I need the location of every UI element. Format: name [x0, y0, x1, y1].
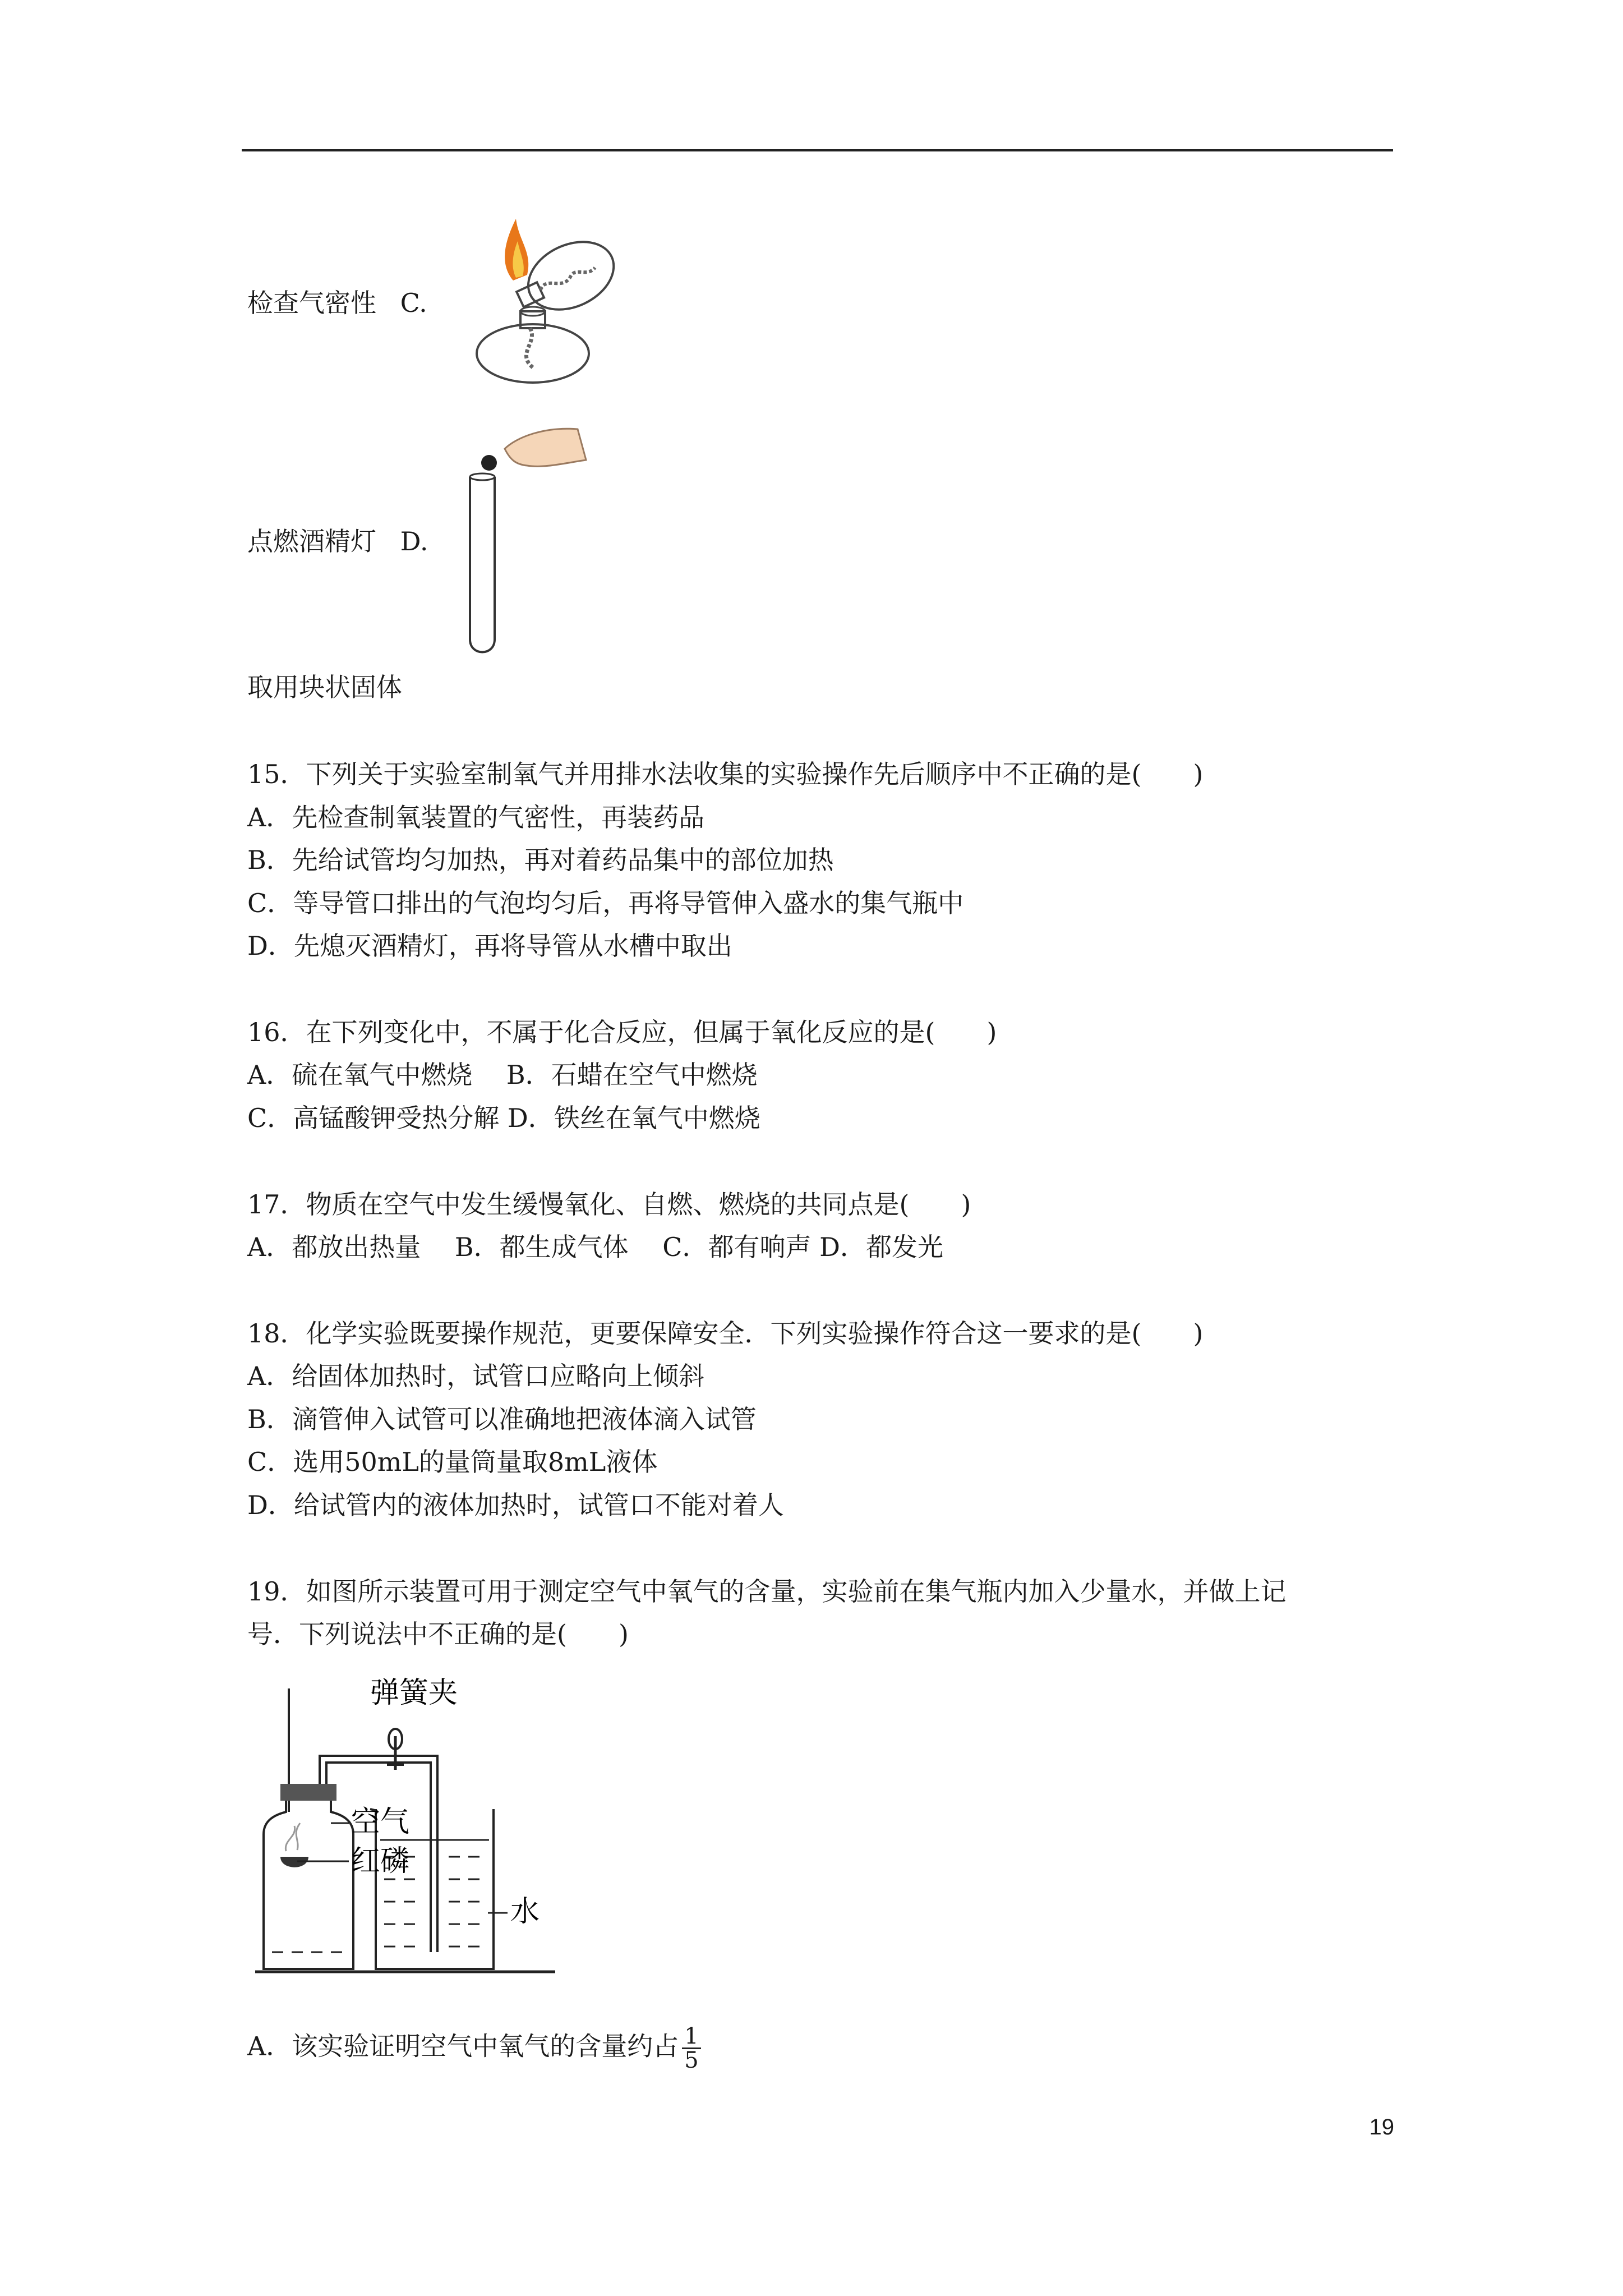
q17-stem: 17．物质在空气中发生缓慢氧化、自燃、燃烧的共同点是( ) [247, 1189, 971, 1220]
q17-options: A．都放出热量 B．都生成气体 C．都有响声 D．都发光 [247, 1232, 943, 1262]
option-c-letter: C. [400, 288, 427, 318]
option-row-c [247, 286, 427, 320]
water-label: 水 [510, 1895, 540, 1928]
q18-option-d: D．给试管内的液体加热时，试管口不能对着人 [247, 1490, 784, 1520]
test-tube-icon [470, 477, 495, 652]
fraction-denominator: 5 [684, 2047, 699, 2073]
q19-option-a-text: A．该实验证明空气中氧气的含量约占 [247, 2031, 679, 2062]
q18-stem: 18．化学实验既要操作规范，更要保障安全．下列实验操作符合这一要求的是( ) [247, 1318, 1204, 1349]
q19-stem-line1: 19．如图所示装置可用于测定空气中氧气的含量，实验前在集气瓶内加入少量水，并做上记 [247, 1576, 1287, 1607]
q15-option-d: D．先熄灭酒精灯，再将导管从水槽中取出 [247, 931, 732, 961]
q15-option-c: C．等导管口排出的气泡均匀后，再将导管伸入盛水的集气瓶中 [247, 888, 964, 918]
fraction [682, 2025, 700, 2072]
q15-option-b: B．先给试管均匀加热，再对着药品集中的部位加热 [247, 845, 834, 875]
spring-clip-label: 弹簧夹 [370, 1677, 458, 1709]
q18-option-a: A．给固体加热时，试管口应略向上倾斜 [247, 1361, 705, 1391]
q19-stem-line2: 号．下列说法中不正确的是( ) [247, 1619, 629, 1649]
q16-stem: 16．在下列变化中，不属于化合反应，但属于氧化反应的是( ) [247, 1017, 997, 1047]
alcohol-lamp-lighting-figure [460, 213, 628, 393]
spring-clip-icon [387, 1729, 404, 1770]
solid-block-icon [481, 455, 497, 471]
oxygen-content-apparatus-figure [247, 1672, 617, 1986]
option-d-label: 取用块状固体 [247, 672, 402, 702]
page-number: 19 [1369, 2115, 1394, 2139]
option-b-label: 检查气密性 [247, 288, 376, 318]
stopper-icon [280, 1784, 336, 1801]
q18-option-c: C．选用50mL的量筒量取8mL液体 [247, 1447, 658, 1477]
fraction-numerator: 1 [682, 2025, 700, 2049]
air-label: 空气 [351, 1806, 410, 1838]
option-d-letter: D. [400, 526, 428, 556]
q19-option-a [247, 2025, 701, 2072]
q16-option-ab: A．硫在氧气中燃烧 B．石蜡在空气中燃烧 [247, 1060, 758, 1090]
red-phosphorus-label: 红磷 [351, 1845, 410, 1878]
test-tube-solid-figure [460, 415, 594, 662]
q16-option-cd: C．高锰酸钾受热分解 D．铁丝在氧气中燃烧 [247, 1103, 760, 1133]
q15-stem: 15．下列关于实验室制氧气并用排水法收集的实验操作先后顺序中不正确的是( ) [247, 759, 1204, 789]
hand-icon [505, 429, 586, 466]
gas-jar-icon [264, 1792, 353, 1969]
q18-option-b: B．滴管伸入试管可以准确地把液体滴入试管 [247, 1404, 757, 1434]
option-c-label: 点燃酒精灯 [247, 526, 376, 556]
header-rule [242, 149, 1393, 151]
q15-option-a: A．先检查制氧装置的气密性，再装药品 [247, 802, 705, 832]
option-row-d [247, 524, 428, 558]
